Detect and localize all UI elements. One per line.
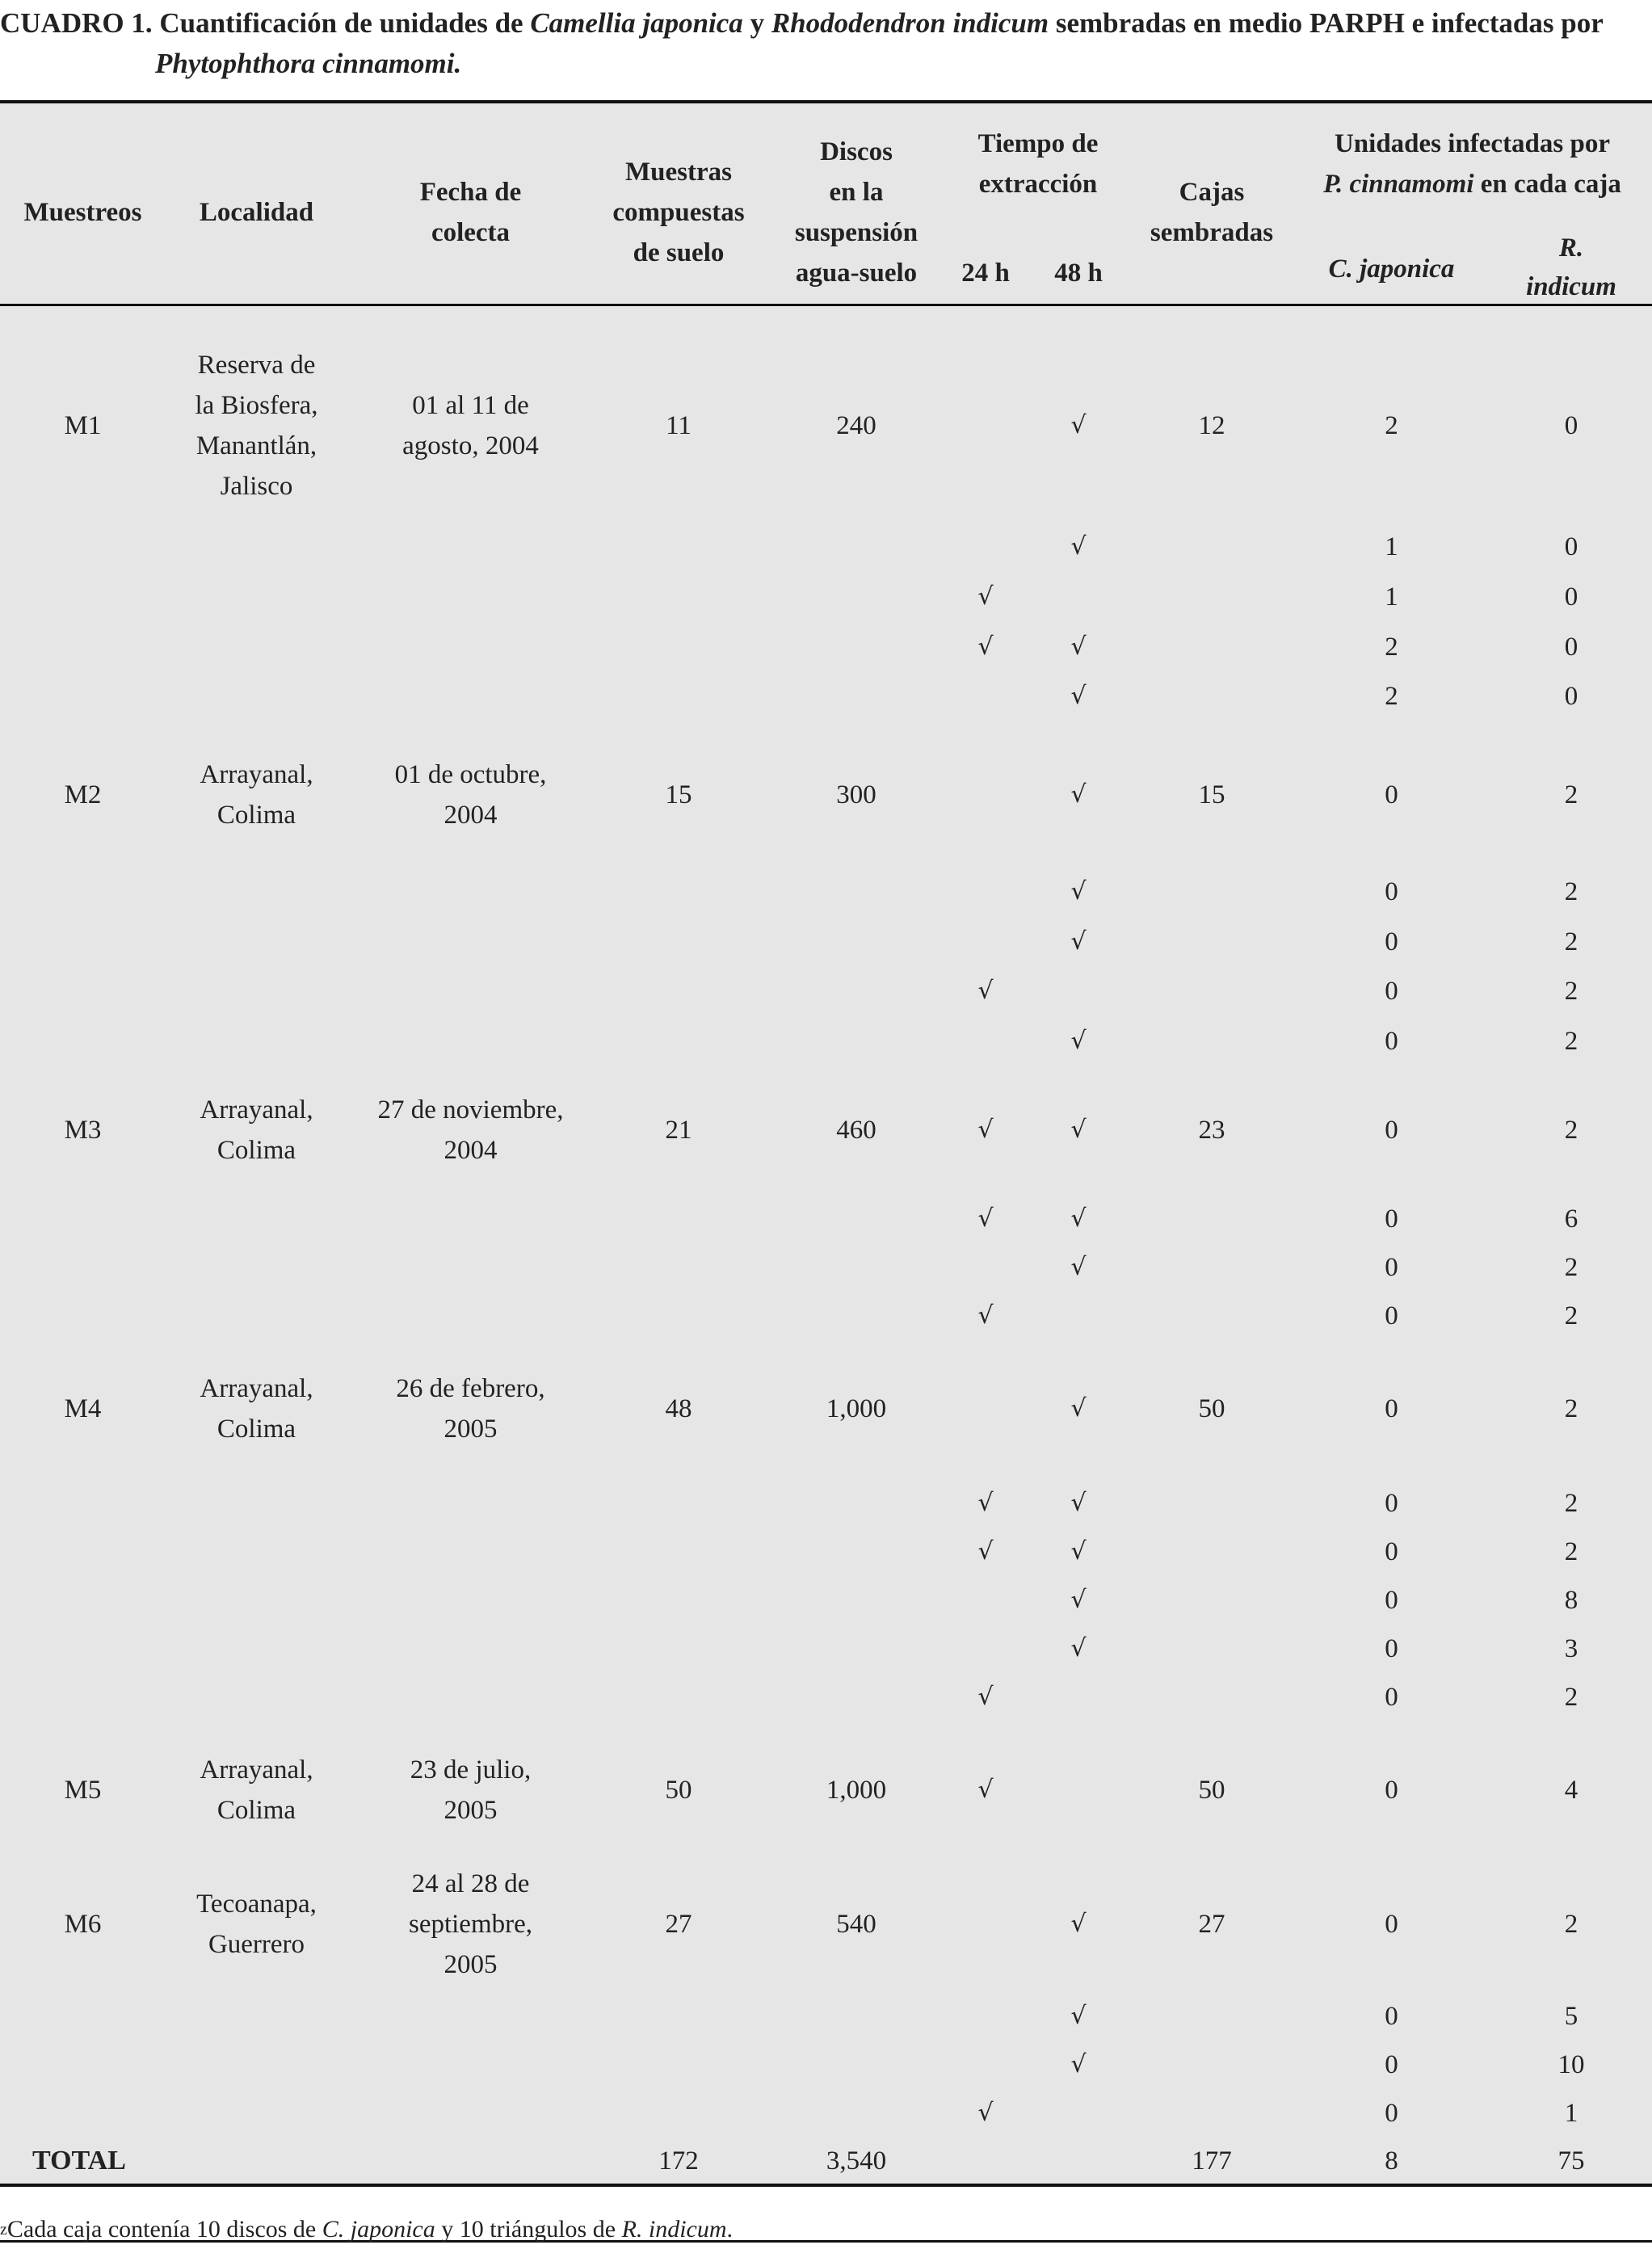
total-c-japonica: 8 — [1385, 2146, 1398, 2175]
check-48h-mark: √ — [1070, 1116, 1087, 1144]
discos-cell: 240 — [836, 411, 876, 440]
check-48h-mark: √ — [1070, 927, 1087, 956]
discos-cell: 540 — [836, 1910, 876, 1939]
caption-text-3: sembradas en medio PARPH e infectadas por — [1049, 7, 1604, 39]
r-indicum-count: 2 — [1564, 927, 1578, 956]
total-discos: 3,540 — [826, 2146, 887, 2175]
check-24h-mark: √ — [977, 1301, 994, 1330]
muestras-cell: 15 — [665, 780, 692, 809]
r-indicum-count: 2 — [1564, 1910, 1578, 1939]
check-24h-mark: √ — [977, 1116, 994, 1144]
check-24h-mark: √ — [977, 582, 994, 611]
c-japonica-count: 0 — [1385, 780, 1398, 809]
fecha-cell: 23 de julio, 2005 — [410, 1755, 532, 1825]
c-japonica-count: 0 — [1385, 1683, 1398, 1712]
c-japonica-count: 0 — [1385, 1537, 1398, 1566]
total-cajas: 177 — [1192, 2146, 1232, 2175]
caption-species-2: Rhododendron indicum — [771, 7, 1049, 39]
c-japonica-count: 0 — [1385, 1776, 1398, 1805]
discos-cell: 460 — [836, 1116, 876, 1145]
r-indicum-count: 3 — [1564, 1634, 1578, 1663]
fecha-cell: 24 al 28 de septiembre, 2005 — [408, 1869, 533, 1979]
header-muestreos: Muestreos — [23, 198, 142, 227]
c-japonica-count: 0 — [1385, 1394, 1398, 1423]
r-indicum-count: 2 — [1564, 1489, 1578, 1518]
r-indicum-count: 2 — [1564, 1537, 1578, 1566]
muestras-cell: 21 — [665, 1116, 692, 1145]
total-label: TOTAL — [32, 2146, 126, 2175]
cajas-cell: 50 — [1198, 1394, 1225, 1423]
check-48h-mark: √ — [1070, 1537, 1087, 1566]
muestreo-label: M1 — [64, 411, 102, 440]
caption-text-2: y — [742, 7, 771, 39]
check-48h-mark: √ — [1070, 1489, 1087, 1517]
check-48h-mark: √ — [1070, 1027, 1087, 1055]
c-japonica-count: 2 — [1385, 682, 1398, 711]
caption-species-3: Phytophthora cinnamomi. — [155, 48, 462, 79]
r-indicum-count: 0 — [1564, 532, 1578, 561]
muestras-cell: 27 — [665, 1910, 692, 1939]
check-48h-mark: √ — [1070, 1204, 1087, 1233]
localidad-cell: Arrayanal, Colima — [200, 1095, 313, 1165]
r-indicum-count: 2 — [1564, 877, 1578, 906]
check-48h-mark: √ — [1070, 532, 1087, 561]
cajas-cell: 23 — [1198, 1116, 1225, 1145]
c-japonica-count: 0 — [1385, 1204, 1398, 1234]
localidad-cell: Arrayanal, Colima — [200, 1755, 313, 1825]
r-indicum-count: 2 — [1564, 1116, 1578, 1145]
muestreo-label: M3 — [64, 1116, 102, 1145]
check-48h-mark: √ — [1070, 682, 1087, 710]
header-tiempo: Tiempo de extracción — [977, 129, 1099, 199]
cajas-cell: 50 — [1198, 1776, 1225, 1805]
check-48h-mark: √ — [1070, 1394, 1087, 1423]
r-indicum-count: 1 — [1564, 2099, 1578, 2128]
header-48h: 48 h — [1054, 259, 1103, 288]
check-24h-mark: √ — [977, 1776, 994, 1804]
muestreo-label: M2 — [64, 780, 102, 809]
header-fecha: Fecha de colecta — [419, 178, 522, 247]
check-48h-mark: √ — [1070, 1586, 1087, 1614]
header-muestras: Muestras compuestas de suelo — [612, 158, 745, 267]
r-indicum-count: 2 — [1564, 1301, 1578, 1330]
discos-cell: 1,000 — [826, 1394, 887, 1423]
table-caption — [0, 3, 1652, 84]
check-24h-mark: √ — [977, 1204, 994, 1233]
r-indicum-count: 0 — [1564, 633, 1578, 662]
check-24h-mark: √ — [977, 1489, 994, 1517]
footnote-mark: z — [0, 2221, 7, 2238]
c-japonica-count: 1 — [1385, 582, 1398, 612]
r-indicum-count: 0 — [1564, 411, 1578, 440]
c-japonica-count: 0 — [1385, 1027, 1398, 1056]
muestreo-label: M6 — [64, 1910, 102, 1939]
r-indicum-count: 2 — [1564, 977, 1578, 1006]
caption-text-1: Cuantificación de unidades de — [152, 7, 531, 39]
caption-label: CUADRO 1. — [0, 7, 153, 39]
localidad-cell: Arrayanal, Colima — [200, 1374, 313, 1444]
check-48h-mark: √ — [1070, 780, 1087, 809]
check-24h-mark: √ — [977, 633, 994, 661]
r-indicum-count: 6 — [1564, 1204, 1578, 1234]
check-48h-mark: √ — [1070, 2002, 1087, 2030]
fecha-cell: 01 al 11 de agosto, 2004 — [402, 391, 539, 460]
discos-cell: 300 — [836, 780, 876, 809]
check-48h-mark: √ — [1070, 1634, 1087, 1663]
header-r-indicum: R. indicum — [1526, 233, 1616, 301]
r-indicum-count: 4 — [1564, 1776, 1578, 1805]
cajas-cell: 27 — [1198, 1910, 1225, 1939]
total-r-indicum: 75 — [1557, 2146, 1585, 2175]
header-discos: Discos en la suspensión agua-suelo — [794, 137, 918, 288]
header-cajas: Cajas sembradas — [1150, 178, 1274, 247]
fecha-cell: 01 de octubre, 2004 — [394, 760, 547, 830]
localidad-cell: Arrayanal, Colima — [200, 760, 313, 830]
check-24h-mark: √ — [977, 1683, 994, 1711]
c-japonica-count: 0 — [1385, 927, 1398, 956]
r-indicum-count: 2 — [1564, 1683, 1578, 1712]
check-48h-mark: √ — [1070, 633, 1087, 661]
cajas-cell: 15 — [1198, 780, 1225, 809]
muestras-cell: 50 — [665, 1776, 692, 1805]
c-japonica-count: 1 — [1385, 532, 1398, 561]
c-japonica-count: 0 — [1385, 1910, 1398, 1939]
header-c-japonica: C. japonica — [1328, 254, 1455, 284]
c-japonica-count: 0 — [1385, 877, 1398, 906]
c-japonica-count: 0 — [1385, 1301, 1398, 1330]
header-rule — [0, 304, 1652, 306]
header-localidad: Localidad — [199, 198, 314, 227]
total-muestras: 172 — [658, 2146, 699, 2175]
check-48h-mark: √ — [1070, 1253, 1087, 1281]
check-48h-mark: √ — [1070, 2050, 1087, 2079]
header-24h: 24 h — [961, 259, 1010, 288]
c-japonica-count: 0 — [1385, 1116, 1398, 1145]
c-japonica-count: 0 — [1385, 2050, 1398, 2079]
r-indicum-count: 2 — [1564, 1027, 1578, 1056]
localidad-cell: Reserva de la Biosfera, Manantlán, Jalisco — [195, 351, 318, 501]
r-indicum-count: 0 — [1564, 682, 1578, 711]
muestreo-label: M5 — [64, 1776, 102, 1805]
check-48h-mark: √ — [1070, 1910, 1087, 1938]
cajas-cell: 12 — [1198, 411, 1225, 440]
discos-cell: 1,000 — [826, 1776, 887, 1805]
check-48h-mark: √ — [1070, 877, 1087, 906]
c-japonica-count: 0 — [1385, 2099, 1398, 2128]
c-japonica-count: 2 — [1385, 411, 1398, 440]
muestras-cell: 11 — [666, 411, 691, 440]
r-indicum-count: 0 — [1564, 582, 1578, 612]
c-japonica-count: 0 — [1385, 1634, 1398, 1663]
fecha-cell: 27 de noviembre, 2004 — [377, 1095, 564, 1165]
check-24h-mark: √ — [977, 977, 994, 1005]
r-indicum-count: 10 — [1557, 2050, 1585, 2079]
table-footnote: $^z$Cada caja contenía 10 discos de C. japonica y 10 triángulos de R. indicum. — [0, 2216, 734, 2243]
caption-species-1: Camellia japonica — [530, 7, 743, 39]
check-48h-mark: √ — [1070, 411, 1087, 439]
r-indicum-count: 8 — [1564, 1586, 1578, 1615]
c-japonica-count: 0 — [1385, 1489, 1398, 1518]
muestreo-label: M4 — [64, 1394, 102, 1423]
r-indicum-count: 2 — [1564, 780, 1578, 809]
r-indicum-count: 5 — [1564, 2002, 1578, 2031]
data-table — [0, 100, 1652, 2187]
c-japonica-count: 0 — [1385, 1253, 1398, 1282]
c-japonica-count: 2 — [1385, 633, 1398, 662]
c-japonica-count: 0 — [1385, 977, 1398, 1006]
r-indicum-count: 2 — [1564, 1394, 1578, 1423]
r-indicum-count: 2 — [1564, 1253, 1578, 1282]
localidad-cell: Tecoanapa, Guerrero — [196, 1890, 317, 1959]
check-24h-mark: √ — [977, 1537, 994, 1566]
muestras-cell: 48 — [665, 1394, 692, 1423]
c-japonica-count: 0 — [1385, 1586, 1398, 1615]
c-japonica-count: 0 — [1385, 2002, 1398, 2031]
fecha-cell: 26 de febrero, 2005 — [396, 1374, 545, 1444]
check-24h-mark: √ — [977, 2099, 994, 2127]
header-unidades: Unidades infectadas por P. cinnamomi en cada caja — [1323, 129, 1621, 199]
